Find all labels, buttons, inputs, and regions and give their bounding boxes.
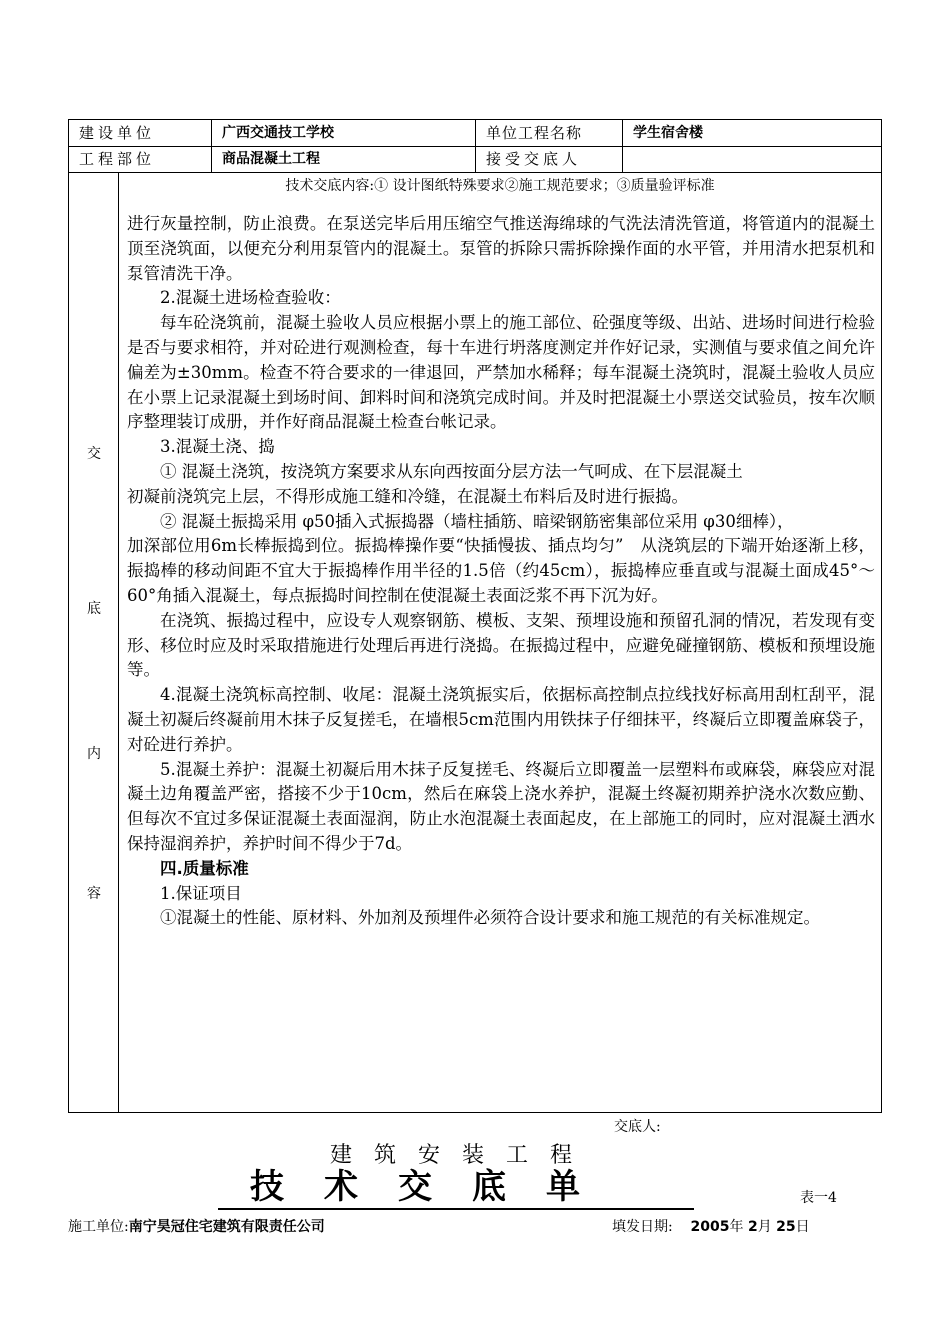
content-paragraph: ①混凝土的性能、原材料、外加剂及预埋件必须符合设计要求和施工规范的有关标准规定。 [160,908,820,928]
paragraph-list [119,212,881,931]
content-paragraph: 4.混凝土浇筑标高控制、收尾：混凝土浇筑振实后，依据标高控制点拉线找好标高用刮杠刮平，混凝土初凝后终凝前用木抹子反复搓毛，在墙根5cm范围内用铁抹子仔细抹平，终凝后立即覆盖麻袋子，对砼进行养护。 [127,685,875,754]
construction-unit-value: 广西交通技工学校 [212,120,476,146]
recipient-value [623,146,881,172]
date-month: 2 [747,1219,758,1235]
content-paragraph: 5.混凝土养护：混凝土初凝后用木抹子反复搓毛、终凝后立即覆盖一层塑料布或麻袋，麻袋应对混凝土边角覆盖严密，搭接不少于10cm，然后在麻袋上浇水养护，混凝土终凝初期养护浇水次数应勤、但每次不宜过多保证混凝土表面湿润，防止水泡混凝土表面起皮，在上部施工的同时，应对混凝土洒水保持湿润养护，养护时间不得少于7d。 [127,759,875,853]
header-row-2 [69,146,881,173]
disclosure-table [68,119,882,1113]
content-intro: 技术交底内容:① 设计图纸特殊要求②施工规范要求；③质量验评标准 [285,178,715,194]
side-label-char: 交 [87,446,101,462]
content-paragraph: ① 混凝土浇筑，按浇筑方案要求从东向西按面分层方法一气呵成、在下层混凝土 [160,461,743,481]
date-day-unit: 日 [795,1219,810,1235]
content-paragraph: 进行灰量控制，防止浪费。在泵送完毕后用压缩空气推送海绵球的气洗法清洗管道，将管道内的混凝土顶至浇筑面，以便充分利用泵管内的混凝土。泵管的拆除只需拆除操作面的水平管，并用清水把泵机和泵管清洗干净。 [127,214,875,283]
content-paragraph: 3.混凝土浇、捣 [160,437,275,457]
date-year: 2005 [690,1219,730,1235]
form-number: 表一4 [800,1190,837,1206]
content-paragraph: 在浇筑、振捣过程中，应设专人观察钢筋、模板、支架、预埋设施和预留孔洞的情况，若发现有变形、移位时应及时采取措施进行处理后再进行浇捣。在振捣过程中，应避免碰撞钢筋、模板和预埋设施等。 [127,610,875,680]
page-title: 技术交底单 [218,1166,694,1210]
side-label-char: 容 [87,886,101,902]
content-paragraph: 初凝前浇筑完上层，不得形成施工缝和冷缝，在混凝土布料后及时进行振捣。 [127,486,688,506]
side-label-char: 内 [87,746,101,762]
construction-unit-label: 建设单位 [69,120,212,146]
content-paragraph: ② 混凝土振捣采用 φ50插入式振捣器（墙柱插筋、暗梁钢筋密集部位采用 φ30细棒）， [160,511,794,531]
content-paragraph: 每车砼浇筑前，混凝土验收人员应根据小票上的施工部位、砼强度等级、出站、进场时间进行检验是否与要求相符，并对砼进行观测检查，每十车进行坍落度测定并作好记录，实测值与要求值之间允许偏差为±30mm。检查不符合要求的一律退回，严禁加水稀释；每车混凝土浇筑时，混凝土验收人员应在小票上记录混凝土到场时间、卸料时间和浇筑完成时间。并及时把混凝土小票送交试验员，按车次顺序整理装订成册，并作好商品混凝土检查台帐记录。 [127,313,875,432]
footer-company [68,1216,325,1236]
side-label-char: 底 [87,601,101,617]
content-paragraph: 1.保证项目 [160,883,242,903]
company-name: 南宁昊冠住宅建筑有限责任公司 [128,1219,325,1235]
work-part-value: 商品混凝土工程 [212,146,476,172]
project-name-value: 学生宿舍楼 [633,125,703,141]
title-subheading: 建筑安装工程 [330,1143,595,1168]
recipient-label: 接受交底人 [476,146,623,172]
content-paragraph: 四.质量标准 [160,858,249,878]
content-paragraph: 加深部位用6m长棒振捣到位。振捣棒操作要“快插慢拔、插点均匀” 从浇筑层的下端开始逐渐上移，振捣棒的移动间距不宜大于振捣棒作用半径的1.5倍（约45cm），振捣棒应垂直或与混凝土面成45°～60°角插入混凝土，每点振捣时间控制在使混凝土表面泛浆不再下沉为好。 [127,536,875,605]
footer-date [612,1216,810,1236]
date-label: 填发日期: [612,1219,673,1235]
date-day: 25 [776,1219,796,1235]
content-paragraph: 2.混凝土进场检查验收： [160,288,341,308]
company-label: 施工单位: [68,1219,129,1235]
project-name-label: 单位工程名称 [476,120,623,146]
header-row-1 [69,120,881,147]
side-label-column [69,173,119,1112]
date-month-unit: 月 [757,1219,772,1235]
date-year-unit: 年 [729,1219,744,1235]
work-part-label: 工程部位 [69,146,212,172]
disclosure-content [119,173,881,1112]
handover-person-label: 交底人: [614,1119,661,1135]
